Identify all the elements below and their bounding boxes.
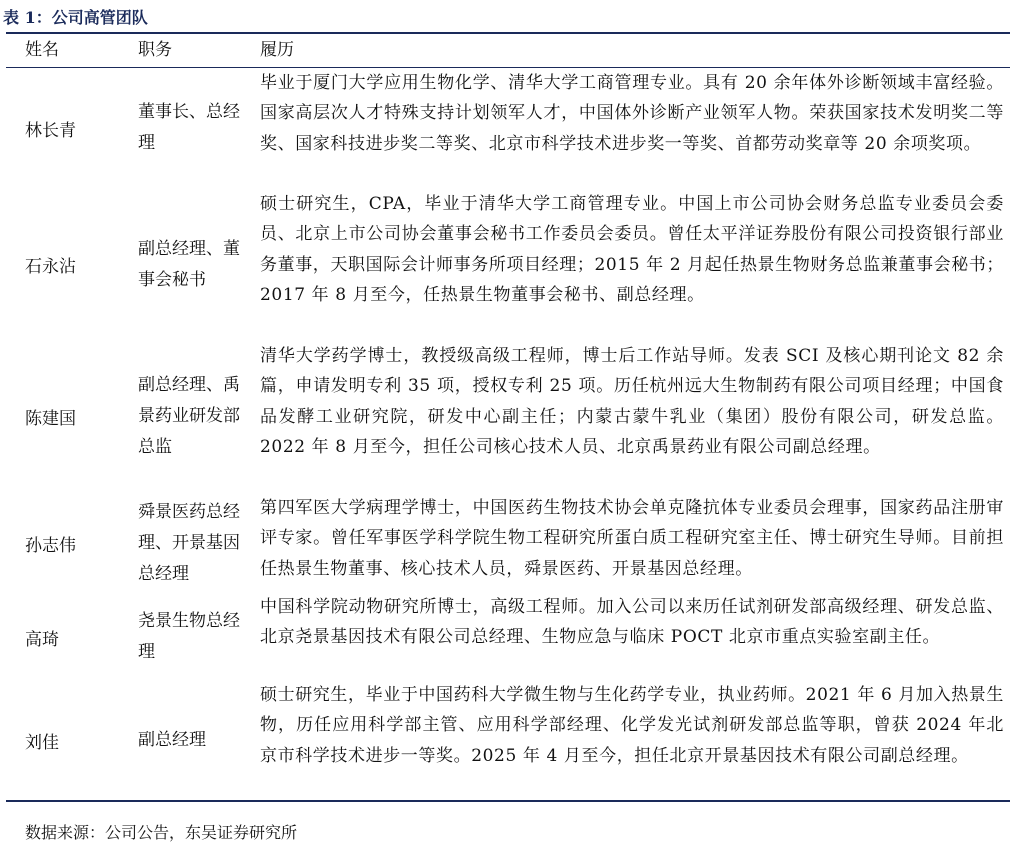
executive-name: 陈建国	[25, 409, 76, 429]
table-bottom-rule	[6, 800, 1010, 802]
table-row	[0, 680, 1015, 800]
executive-name: 石永沾	[25, 257, 76, 277]
table-row	[0, 189, 1015, 340]
executive-bio: 硕士研究生，毕业于中国药科大学微生物与生化药学专业，执业药师。2021 年 6 月加入热景生物，历任应用科学部主管、应用科学部经理、化学发光试剂研发部总监等职，曾获 2024 年北京市科学技术进步一等奖。2025 年 4 月至今，担任北京开景基因技术有限公司副总经理。	[260, 685, 1004, 766]
executive-name: 刘佳	[25, 732, 59, 753]
executive-role: 副总经理	[138, 729, 206, 750]
table-row	[0, 592, 1015, 682]
executive-bio: 清华大学药学博士，教授级高级工程师，博士后工作站导师。发表 SCI 及核心期刊论文 82 余篇，申请发明专利 35 项，授权专利 25 项。历任杭州远大生物制药有限公司项目经理；中国食品发酵工业研究院，研发中心副主任；内蒙古蒙牛乳业（集团）股份有限公司，研发总监。2022 年 8 月至今，担任公司核心技术人员、北京禹景药业有限公司副总经理。	[260, 346, 1004, 457]
executive-bio: 硕士研究生，CPA，毕业于清华大学工商管理专业。中国上市公司协会财务总监专业委员会委员、北京上市公司协会董事会秘书工作委员会委员。曾任太平洋证券股份有限公司投资银行部业务董事，天职国际会计师事务所项目经理；2015 年 2 月起任热景生物财务总监兼董事会秘书；2017 年 8 月至今，任热景生物董事会秘书、副总经理。	[260, 194, 1004, 305]
executive-name: 孙志伟	[25, 535, 76, 556]
table-caption: 表 1：公司高管团队	[3, 8, 148, 27]
table-row	[0, 68, 1015, 188]
executive-bio: 第四军医大学病理学博士，中国医药生物技术协会单克隆抗体专业委员会理事，国家药品注册审评专家。曾任军事医学科学院生物工程研究所蛋白质工程研究室主任、博士研究生导师。目前担任热景生物董事、核心技术人员，舜景医药、开景基因总经理。	[260, 498, 1004, 579]
table-top-rule	[6, 32, 1010, 34]
header-role: 职务	[138, 40, 172, 60]
executive-bio: 毕业于厦门大学应用生物化学、清华大学工商管理专业。具有 20 余年体外诊断领域丰富经验。国家高层次人才特殊支持计划领军人才，中国体外诊断产业领军人物。荣获国家技术发明奖二等奖、国家科技进步奖二等奖、北京市科学技术进步奖一等奖、首都劳动奖章等 20 余项奖项。	[260, 73, 1004, 154]
executive-name: 林长青	[25, 120, 76, 141]
data-source-note: 数据来源：公司公告，东吴证券研究所	[25, 823, 298, 842]
header-bio: 履历	[260, 40, 294, 60]
executive-role: 舜景医药总经理、开景基因总经理	[138, 501, 240, 584]
executive-role: 尧景生物总经理	[138, 611, 240, 662]
table-row	[0, 493, 1015, 593]
table-row	[0, 341, 1015, 492]
executive-role: 董事长、总经理	[138, 102, 240, 153]
executive-name: 高琦	[25, 629, 59, 650]
executive-role: 副总经理、禹景药业研发部总监	[138, 375, 240, 457]
header-name: 姓名	[25, 40, 59, 60]
executive-role: 副总经理、董事会秘书	[138, 238, 240, 290]
executive-bio: 中国科学院动物研究所博士，高级工程师。加入公司以来历任试剂研发部高级经理、研发总监、北京尧景基因技术有限公司总经理、生物应急与临床 POCT 北京市重点实验室副主任。	[260, 597, 1004, 648]
